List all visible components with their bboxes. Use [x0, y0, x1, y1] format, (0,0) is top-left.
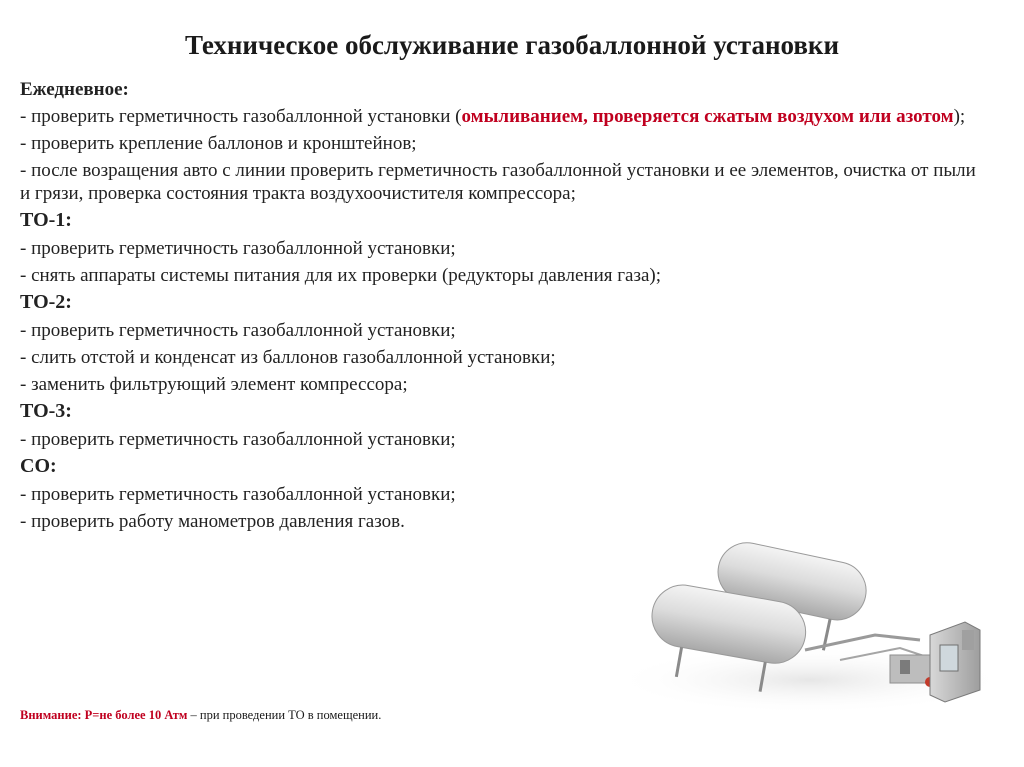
to2-item: - заменить фильтрующий элемент компрессора;	[20, 374, 408, 395]
to2-item: - проверить герметичность газобаллонной установки;	[20, 320, 456, 341]
co-heading: СО:	[20, 455, 57, 477]
daily-item-1	[20, 105, 990, 128]
to2-heading: ТО-2:	[20, 291, 72, 313]
to1-heading: ТО-1:	[20, 209, 72, 231]
gas-dispenser	[930, 622, 980, 702]
daily-item-1-end: );	[953, 106, 966, 127]
daily-heading: Ежедневное:	[20, 79, 129, 100]
co-item: - проверить герметичность газобаллонной установки;	[20, 484, 456, 505]
daily-item-3: - после возращения авто с линии проверить герметичность газобаллонной установки и ее элементов, очистка от пыли и грязи, проверка состояния тракта воздухоочистителя компрессора;	[20, 160, 976, 204]
to3-item: - проверить герметичность газобаллонной установки;	[20, 429, 456, 450]
to1-item: - проверить герметичность газобаллонной установки;	[20, 238, 456, 259]
content	[20, 78, 990, 537]
warning-rest: – при проведении ТО в помещении.	[187, 708, 382, 722]
to1-item: - снять аппараты системы питания для их проверки (редукторы давления газа);	[20, 265, 662, 286]
to2-item: - слить отстой и конденсат из баллонов газобаллонной установки;	[20, 347, 556, 368]
warning-label: Внимание: Р=не более 10 Атм	[20, 708, 188, 722]
slide-title: Техническое обслуживание газобаллонной установки	[184, 30, 840, 60]
to3-heading: ТО-3:	[20, 400, 72, 422]
daily-item-2: - проверить крепление баллонов и кронштейнов;	[20, 133, 417, 154]
daily-item-1-highlight: омыливанием, проверяется сжатым воздухом или азотом	[461, 106, 954, 127]
co-item: - проверить работу манометров давления газов.	[20, 511, 405, 532]
daily-item-1-start: - проверить герметичность газобаллонной установки (	[20, 106, 462, 127]
warning-note	[20, 708, 381, 723]
gas-tank-installation-illustration	[600, 530, 1024, 715]
